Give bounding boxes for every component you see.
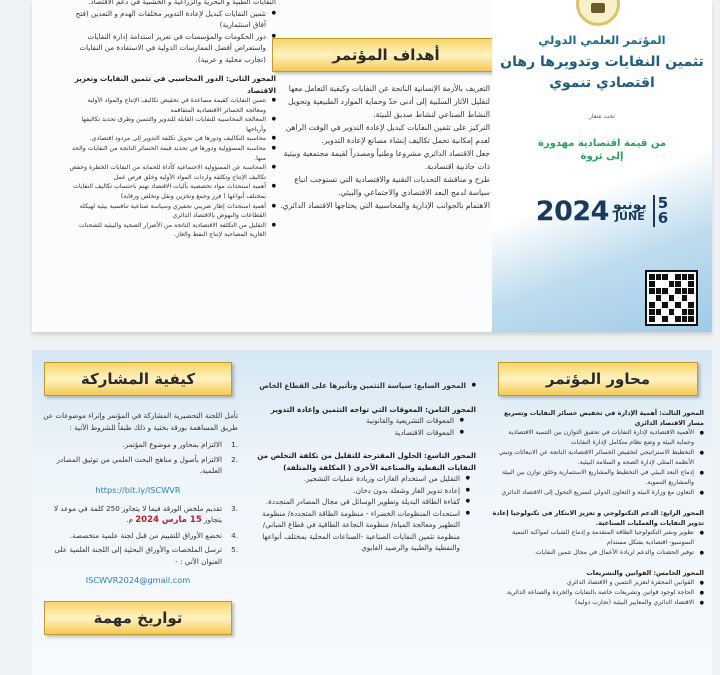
axis5-title: المحور الخامس: القوانين والتشريعات (586, 569, 704, 577)
date-month (613, 199, 647, 223)
list-item: ● محاسبة التكاليف ودورها في تحويل تكلفة التدوير إلى مردود اقتصادي. (66, 134, 276, 144)
list-text: الالتزام بمحاور و موضوع المؤتمر. (122, 440, 222, 449)
list-item: ● إدماج البعد البيئي في التخطيط والمشاريع الاستثمارية وخلق توازن بين البيئة والمشاريع التنموية. (492, 468, 704, 488)
list-item: ● الحاجة لوجود قوانين وتشريعات خاصة بالنفايات والخردة والصناعة الدائرية (492, 588, 704, 598)
important-dates-heading: تواريخ مهمة (44, 601, 232, 635)
deadline-date: 15 مارس 2024 (135, 515, 202, 525)
qr-code-icon[interactable] (645, 270, 698, 326)
list-text: ترسل الملخصات والأوراق البحثية إلى اللجنة العلمية على العنوان الآتي : - (54, 545, 222, 566)
axis8-title: المحور الثامن: المعوقات التي تواجه التثمين وإعادة التدوير (270, 404, 476, 414)
contact-email[interactable]: ISCWVR2024@gmail.com (85, 575, 191, 585)
list-item: ● المحاسبة عن المسؤولية الاجتماعية كأداة للحماية من النفايات الخطرة وخفض تكاليف الإنتاج وتكلفة واردات المواد الأولية وخلق فرص عمل (66, 163, 276, 182)
list-text: تقديم ملخص الورقة فيما لا يتجاوز 250 كلمة في موعد لا يتجاوز (53, 503, 222, 524)
list-text: تخضع الأوراق للتقييم من قبل لجنة علمية متخصصة. (69, 530, 222, 540)
day-end: 6 (657, 209, 669, 227)
list-item: ● المعوقات التشريعية والقانونية (248, 415, 464, 427)
list-item: ● التركيز على تثمين النفايات كبديل لإعادة التدوير في الوقت الراهن لعدم إمكانية تحمل تكاليف إنشاء مصانع لإعادة التدوير. (272, 121, 500, 147)
axis9-list (248, 473, 476, 554)
list-text: الالتزام بأصول و مناهج البحث العلمي من توثيق المصادر العلمية. (56, 454, 222, 475)
list-item: ● الاهتمام بالجوانب الإدارية والمحاسبية التي يحتاجها الاقتصاد الدائري. (272, 199, 500, 212)
participation-panel (38, 350, 238, 675)
list-item: ● إعادة تدوير الغاز وشعلة بدون دخان. (248, 485, 470, 497)
list-number: 4. (231, 530, 238, 540)
list-item: ● القوانين المحفزة لتعزيز التثمين و الاقتصاد الدائري (492, 578, 704, 588)
slogan-line-2: إلى ثروة (580, 151, 624, 162)
axes-continued-panel (248, 350, 476, 675)
list-item: ● أهمية استحداث إطار ضريبي تحفيزي وسياسة صناعية تنافسية بيئية لهيكلة القطاعات والنهوض بالاقتصاد الدائري (66, 202, 276, 221)
axis5-list (492, 578, 704, 608)
conditions-list (38, 439, 238, 477)
left-panel (66, 0, 276, 332)
list-item (38, 454, 238, 477)
slogan-label: تحت شعار (589, 113, 615, 120)
list-number: 2. (231, 454, 238, 464)
list-text-suffix: م. (126, 515, 133, 524)
list-item: ● التقليل من التكلفة الاقتصادية الناتجة من الأضرار الصحية والبيئية للشحنات الغازية المصاحبة لإنتاج النفط والغاز. (66, 221, 276, 240)
day-start: 5 (657, 194, 669, 212)
axis3-title: المحور الثالث: أهمية الإدارة في تخفيض خسائر النفايات وتسريع مسار الاقتصاد الدائري (503, 409, 704, 427)
list-item: ● الأهمية الاقتصادية لإدارة النفايات في تحقيق التوازن بين التنمية الاقتصادية وحماية البيئة و وضع نظام متكامل لإدارة النفايات (492, 428, 704, 448)
list-item: ● تثمين النفايات كبديل لإعادة التدوير مخلفات الهدم و التعدين (فتح آفاق استثمارية) (66, 8, 276, 31)
date-year: 2024 (535, 195, 609, 227)
intro-text: النفايات الطبية و البحرية والزراعية و الخشبية في دعم الاقتصاد. (88, 0, 276, 6)
axis9-title: المحور التاسع: الحلول المقترحة للتقليل من تكلفة التخلص من النفايات النفطية والصناعية الأخرى ( المكلفة والمتلفة) (257, 451, 476, 472)
date-divider (653, 195, 655, 227)
list-item: ● التعريف بالأزمة الإنسانية الناتجة عن النفايات وكيفية التعامل معها لتقليل الآثار السلبية إلى أدنى حدّ وحماية الموارد الطبيعية وتحويل النشاط الصناعي لنشاط صديق للبيئة. (272, 82, 500, 121)
list-item: ● دور الحكومات والمؤسسات في تعزيز استدامة إدارة النفايات واستعراض أفضل الممارسات الدولية في الاستفادة من النفايات (تجارب محلية و عربية). (66, 31, 276, 66)
title-line-2: اقتصادي تنموي (549, 75, 655, 91)
goals-heading: أهداف المؤتمر (272, 38, 500, 72)
conference-title (492, 52, 712, 94)
participation-intro: تأمل اللجنة التحضيرية المشاركة في المؤتمر وإثراء موضوعات عن طريق المساهمة بورقة بحثية و ذلك طبقاً للشروط الآتية : (43, 411, 238, 432)
slogan-line-1: من قيمة اقتصادية مهدورة (537, 138, 667, 149)
list-item: ● توفير الحضنات والدعم لريادة الأعمال في مجال تثمين النفايات. (492, 548, 704, 558)
axis4-title: المحور الرابع: الدعم التكنولوجي و تعزيز الابتكار في تكنولوجيا إعادة تدوير النفايات والعمليات الصناعية. (492, 509, 704, 527)
list-item: ● تثمين النفايات كقيمة مساعدة في تخفيض تكاليف الإنتاج والمواد الأولية ومعالجة الخسائر الاقتصادية المتفاقمة (66, 96, 276, 115)
goals-list (272, 82, 500, 212)
list-item: ● تطوير ونشر التكنولوجيا الطاقة المتقدمة و إدماج الشباب لمواكبة التنمية السوسيو- اقتصادية بشكل مستدام (492, 528, 704, 548)
list-item: ● المعالجة المحاسبية للنفايات القابلة للتدوير والتثمين وطرق تحديد تكاليفها وأرباحها (66, 115, 276, 134)
list-item: ● المعوقات الاقتصادية (248, 427, 464, 439)
registration-link[interactable]: https://bit.ly/ISCWVR (95, 484, 181, 495)
brochure-outside-page (32, 0, 712, 332)
conference-date (492, 195, 712, 227)
slogan (502, 137, 702, 163)
month-arabic: يونيو (612, 197, 647, 213)
axes-panel (492, 350, 704, 675)
list-item: ● جعل الاقتصاد الدائري مشروعا وطنياً ومصدراً لقيمة مجتمعية وبيئية ذات جاذبية اقتصادية. (272, 147, 500, 173)
axis8-list (248, 415, 476, 438)
month-english: JUNE (614, 210, 645, 223)
date-days (658, 196, 668, 226)
list-item (38, 439, 238, 451)
list-item (38, 503, 238, 527)
axis1-list (66, 8, 276, 66)
list-item: ● كفاءة الطاقة البديلة وتطوير الوسائل في مجال المصادر المتجددة. (248, 496, 470, 508)
list-item (38, 530, 238, 542)
list-number: 3. (231, 503, 238, 513)
goals-panel (272, 0, 500, 332)
list-item: ● استحداث المنظومات الخضراء - منظومة الطاقة المتجددة/ منظومة التطهير ومعالجة المياه/ منظومة النجاعة الطاقية في قطاع المباني/ منظومة تثمين النفايات الصناعية -الصناعات المحلية بمختلف أنواعها والنفطية والطبية والرصيد الغابوي (248, 508, 470, 554)
list-item: ● التخطيط الاستراتيجي لتخفيض الخسائر الاقتصادية الناتجة عن الانبعاثات وتبني الأنظمة المثلى لإدارة الصحة و السلامة البيئية. (492, 448, 704, 468)
participation-heading: كيفية المشاركة (44, 362, 232, 396)
axis2-list (66, 96, 276, 240)
axes-heading: محاور المؤتمر (498, 362, 698, 396)
submission-list (38, 503, 238, 568)
list-item: ● التقليل من استخدام الغازات وزيادة عمليات التشجير. (248, 473, 470, 485)
cover-panel (492, 0, 712, 332)
list-item: ● طرح و مناقشة التحديات التقنية والاقتصادية التي تستوجب اتباع سياسة لدمج البعد الاقتصادي والاجتماعي والبيئي. (272, 173, 500, 199)
axis2-title: المحور الثاني: الدور المحاسبي في تثمين النفايات وتعزيز الاقتصاد (74, 74, 276, 95)
list-number: 1. (231, 440, 238, 449)
list-item: ● أهمية استحداث مواد تخصصية بآليات الاقتصاد تهتم باحتساب تكاليف النفايات بمختلف أنواعها ( فرز وجمع وتخزين ونقل وتخلص ورقابة) (66, 182, 276, 201)
list-item: ● التعاون مع وزارة البيئة و التعاون الدولي لتسريع التحول إلى الاقتصاد الدائري (492, 488, 704, 498)
list-item: ● محاسبة المسؤولية ودورها في تحديد قيمة الخسائر الناتجة من النفايات والحد منها. (66, 144, 276, 163)
brochure-inside-page (32, 350, 712, 675)
axis7-title: ● المحور السابع: سياسة التثمين وتأثيرها على القطاع الخاص (248, 380, 476, 392)
title-line-1: تثمين النفايات وتدويرها رهان (500, 54, 704, 70)
axis4-list (492, 528, 704, 558)
conference-organizer: المؤتمر العلمي الدولي (538, 33, 666, 47)
conference-logo-icon (576, 0, 620, 26)
axis7-list (248, 380, 476, 392)
axis3-list (492, 428, 704, 498)
list-number: 5. (231, 545, 238, 554)
list-item: ● الاقتصاد الدائري والمعايير البيئية (تجارب دولية) (492, 598, 704, 608)
list-item (38, 544, 238, 567)
